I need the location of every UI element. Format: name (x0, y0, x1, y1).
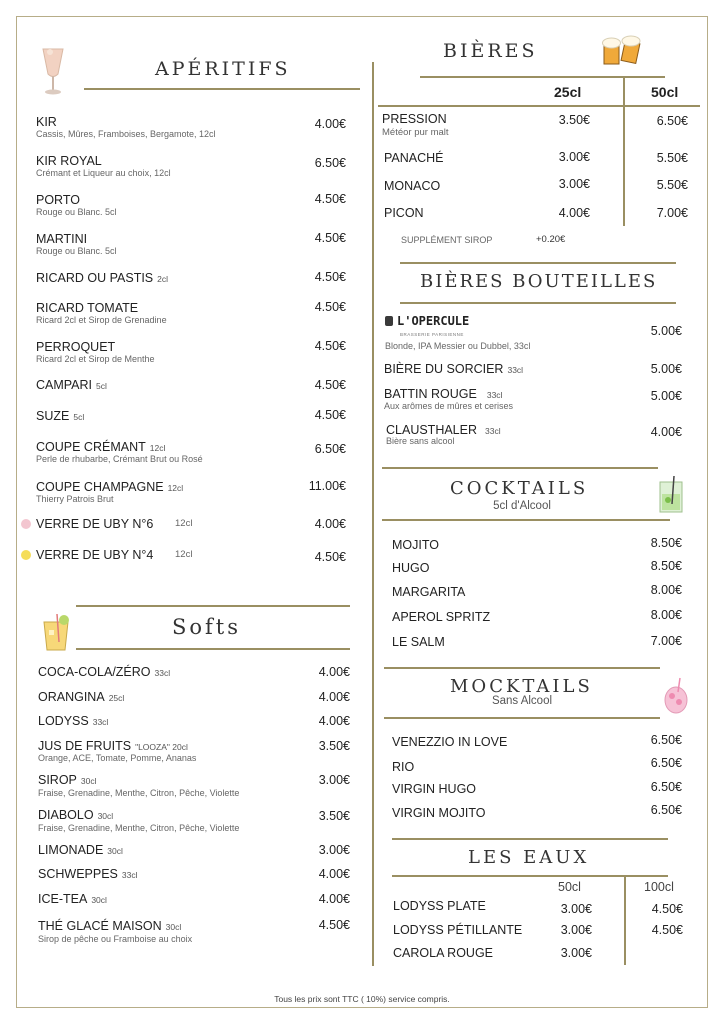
mocktails-overline (384, 667, 660, 669)
col-100cl-header: 100cl (644, 880, 674, 894)
item-name: SCHWEPPES 33cl (38, 867, 138, 881)
item-desc: Sirop de pêche ou Framboise au choix (38, 934, 193, 944)
supplement-price: +0.20€ (536, 234, 566, 245)
beer-mugs-icon (600, 34, 644, 68)
item-vol: 12cl (175, 518, 193, 529)
eaux-underline (392, 875, 668, 877)
bouteilles-underline (400, 302, 676, 304)
item-price: 4.50€ (314, 270, 346, 284)
item-price: 6.50€ (650, 780, 682, 794)
item-price: 5.00€ (650, 324, 682, 338)
item-price: 4.00€ (314, 517, 346, 531)
item-price: 4.50€ (314, 300, 346, 314)
item-name: LE SALM (392, 635, 445, 649)
item-name: MOJITO (392, 538, 439, 552)
item-name: MARTINI (36, 232, 88, 246)
item-price: 6.50€ (650, 733, 682, 747)
softs-overline (76, 605, 350, 607)
bieres-title: BIÈRES (443, 40, 538, 62)
item-name: VIRGIN HUGO (392, 782, 477, 796)
item-price: 4.50€ (314, 378, 346, 392)
opercule-logo-icon (385, 316, 393, 326)
item-name: HUGO (392, 561, 430, 575)
item-price: 4.00€ (318, 892, 350, 906)
softs-underline (76, 648, 350, 650)
item-name: DIABOLO 30cl (38, 808, 114, 822)
item-price-50cl: 3.00€ (560, 923, 592, 937)
item-price: 4.50€ (318, 918, 350, 932)
item-price-25cl: 4.00€ (558, 206, 590, 220)
menu-frame (16, 16, 708, 1008)
item-price-25cl: 3.00€ (558, 177, 590, 191)
item-desc: Ricard 2cl et Sirop de Grenadine (36, 315, 167, 325)
item-price: 5.00€ (650, 362, 682, 376)
item-name: CLAUSTHALER 33cl (386, 423, 501, 437)
cocktails-title: COCKTAILS (450, 478, 589, 499)
item-desc: Blonde, IPA Messier ou Dubbel, 33cl (385, 341, 531, 351)
item-price: 4.00€ (318, 714, 350, 728)
item-name: COCA-COLA/ZÉRO 33cl (38, 665, 171, 679)
item-price-50cl: 5.50€ (656, 151, 688, 165)
item-price: 3.00€ (318, 843, 350, 857)
item-price: 8.00€ (650, 583, 682, 597)
aperitifs-underline (84, 88, 360, 90)
item-price-50cl: 7.00€ (656, 206, 688, 220)
item-price: 6.50€ (650, 803, 682, 817)
item-name: LIMONADE 30cl (38, 843, 123, 857)
bieres-header-line (378, 105, 700, 107)
item-name: LODYSS PLATE (393, 899, 486, 913)
item-name: BATTIN ROUGE 33cl (384, 387, 503, 401)
item-price: 3.50€ (318, 739, 350, 753)
supplement-label: SUPPLÉMENT SIROP (401, 235, 493, 245)
item-price: 11.00€ (308, 479, 346, 493)
item-name: VENEZZIO IN LOVE (392, 735, 508, 749)
item-price: 4.00€ (314, 117, 346, 131)
item-price-50cl: 5.50€ (656, 178, 688, 192)
item-price-50cl: 6.50€ (656, 114, 688, 128)
item-price: 4.50€ (314, 550, 346, 564)
item-name: JUS DE FRUITS "LOOZA" 20cl (38, 739, 188, 753)
cocktail-glass-icon (38, 46, 68, 98)
item-name: PRESSION (382, 112, 447, 126)
item-name: VERRE DE UBY N°6 (36, 517, 154, 531)
yellow-dot-icon (21, 550, 31, 560)
eaux-overline (392, 838, 668, 840)
item-desc: Fraise, Grenadine, Menthe, Citron, Pêche, Violette (38, 823, 240, 833)
item-price: 4.00€ (318, 665, 350, 679)
item-name: VERRE DE UBY N°4 (36, 548, 154, 562)
item-price: 6.50€ (650, 756, 682, 770)
mojito-glass-icon (656, 474, 686, 514)
item-price: 4.00€ (650, 425, 682, 439)
item-price: 4.00€ (318, 867, 350, 881)
bieres-col-divider (623, 76, 625, 226)
item-name: THÉ GLACÉ MAISON 30cl (38, 919, 182, 933)
lemonade-glass-icon (40, 612, 72, 654)
item-name: MARGARITA (392, 585, 466, 599)
bieres-underline (420, 76, 665, 78)
item-price: 8.00€ (650, 608, 682, 622)
col-50cl-header: 50cl (558, 880, 581, 894)
item-price: 7.00€ (650, 634, 682, 648)
col-25cl-header: 25cl (554, 84, 582, 100)
item-name: LODYSS PÉTILLANTE (393, 923, 523, 937)
item-name: PERROQUET (36, 340, 116, 354)
item-name: KIR ROYAL (36, 154, 102, 168)
bouteilles-overline (400, 262, 676, 264)
item-price: 6.50€ (314, 442, 346, 456)
item-price: 8.50€ (650, 559, 682, 573)
item-name: SUZE 5cl (36, 409, 85, 423)
mocktail-glass-icon (662, 676, 690, 716)
item-desc: Fraise, Grenadine, Menthe, Citron, Pêche, Violette (38, 788, 240, 798)
item-desc: Cassis, Mûres, Framboises, Bergamote, 12cl (36, 129, 216, 139)
item-name: LODYSS 33cl (38, 714, 109, 728)
bouteilles-title: BIÈRES BOUTEILLES (420, 271, 658, 292)
item-price: 4.50€ (314, 192, 346, 206)
item-price: 3.00€ (318, 773, 350, 787)
item-desc: Bière sans alcool (386, 436, 455, 446)
item-desc: Perle de rhubarbe, Crémant Brut ou Rosé (36, 454, 203, 464)
item-desc: Thierry Patrois Brut (36, 494, 114, 504)
item-name: BIÈRE DU SORCIER 33cl (384, 362, 524, 376)
softs-title: Softs (172, 615, 242, 639)
item-name: MONACO (384, 179, 441, 193)
aperitifs-title: APÉRITIFS (155, 58, 291, 80)
item-desc: Aux arômes de mûres et cerises (384, 401, 514, 411)
item-desc: Crémant et Liqueur au choix, 12cl (36, 168, 171, 178)
col-50cl-header: 50cl (651, 84, 679, 100)
eaux-title: LES EAUX (468, 847, 590, 868)
item-price-25cl: 3.50€ (558, 113, 590, 127)
item-desc: Rouge ou Blanc. 5cl (36, 207, 117, 217)
eaux-col-divider (624, 875, 626, 965)
opercule-brand-sub: BRASSERIE PARISIENNE (400, 332, 464, 337)
cocktails-subtitle: 5cl d'Alcool (493, 500, 551, 512)
item-name: RICARD TOMATE (36, 301, 139, 315)
item-price-100cl: 4.50€ (651, 902, 683, 916)
cocktails-overline (382, 467, 658, 469)
item-name: PORTO (36, 193, 80, 207)
opercule-brand: L'OPERCULE (397, 314, 470, 328)
item-name: COUPE CHAMPAGNE 12cl (36, 480, 184, 494)
item-desc: Rouge ou Blanc. 5cl (36, 246, 117, 256)
item-name: CAMPARI 5cl (36, 378, 107, 392)
item-name: PANACHÉ (384, 151, 444, 165)
mocktails-underline (384, 717, 660, 719)
mocktails-title: MOCKTAILS (450, 676, 593, 697)
item-vol: 12cl (175, 549, 193, 560)
item-name: SIROP 30cl (38, 773, 97, 787)
item-name: RIO (392, 760, 415, 774)
column-divider (372, 62, 374, 966)
item-name: PICON (384, 206, 424, 220)
item-name: RICARD OU PASTIS 2cl (36, 271, 169, 285)
item-price-100cl: 4.50€ (651, 923, 683, 937)
item-desc: Ricard 2cl et Sirop de Menthe (36, 354, 155, 364)
mocktails-subtitle: Sans Alcool (491, 695, 553, 707)
pink-dot-icon (21, 519, 31, 529)
item-price: 5.00€ (650, 389, 682, 403)
item-price-50cl: 3.00€ (560, 946, 592, 960)
item-name: CAROLA ROUGE (393, 946, 494, 960)
item-price: 4.50€ (314, 231, 346, 245)
item-name: APEROL SPRITZ (392, 610, 491, 624)
item-name: ICE-TEA 30cl (38, 892, 107, 906)
cocktails-underline (382, 519, 670, 521)
item-desc: Météor pur malt (382, 127, 449, 138)
item-name: COUPE CRÉMANT 12cl (36, 440, 166, 454)
item-price: 8.50€ (650, 536, 682, 550)
item-price: 3.50€ (318, 809, 350, 823)
item-price: 4.50€ (314, 408, 346, 422)
item-desc: Orange, ACE, Tomate, Pomme, Ananas (38, 753, 197, 763)
item-name: VIRGIN MOJITO (392, 806, 486, 820)
footer-note: Tous les prix sont TTC ( 10%) service compris. (274, 994, 450, 1004)
item-price-50cl: 3.00€ (560, 902, 592, 916)
item-name: KIR (36, 115, 57, 129)
item-price: 6.50€ (314, 156, 346, 170)
item-name: ORANGINA 25cl (38, 690, 125, 704)
item-price: 4.50€ (314, 339, 346, 353)
item-price: 4.00€ (318, 690, 350, 704)
item-price-25cl: 3.00€ (558, 150, 590, 164)
